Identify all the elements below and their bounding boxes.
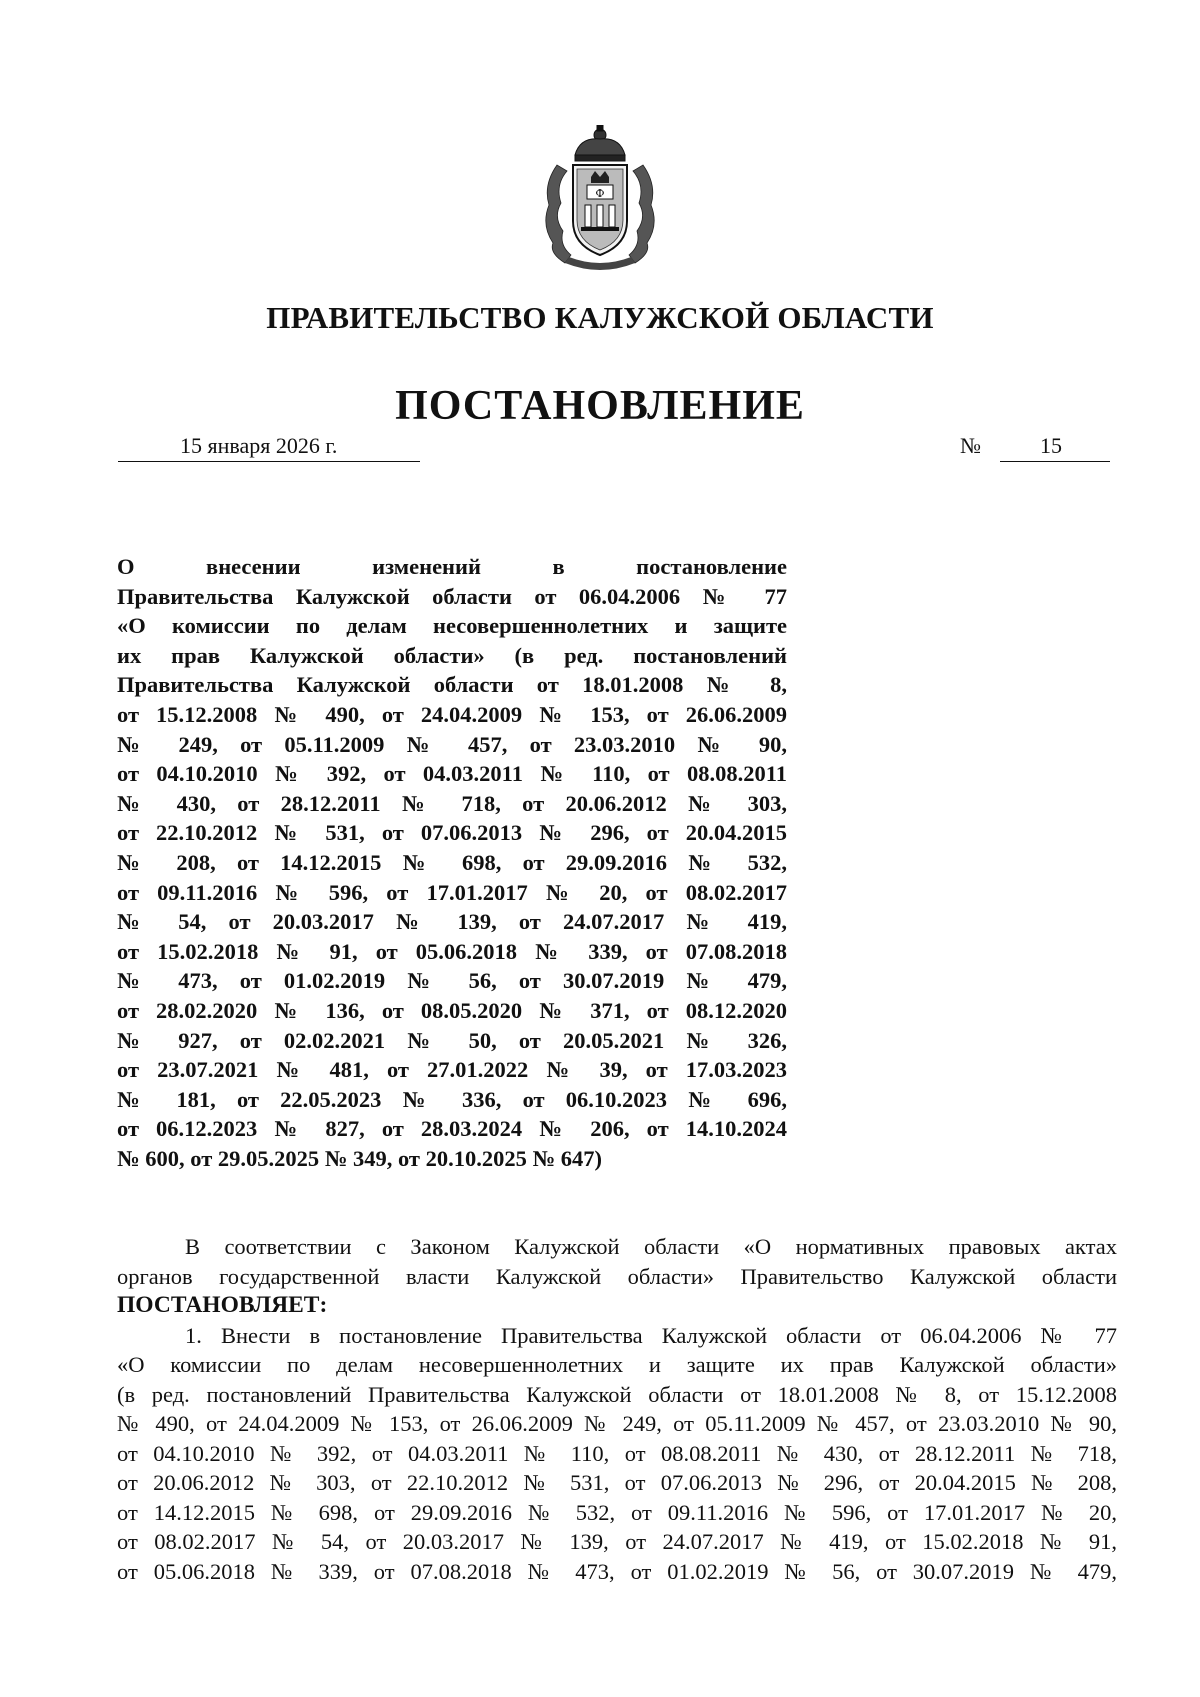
decree-word: ПОСТАНОВЛЯЕТ: xyxy=(117,1292,328,1318)
subject-line: от 09.11.2016 № 596, от 17.01.2017 № 20, от 08.02.2017 xyxy=(117,879,787,905)
subject-line: от 23.07.2021 № 481, от 27.01.2022 № 39, от 17.03.2023 xyxy=(117,1057,787,1083)
subject-line: от 15.12.2008 № 490, от 24.04.2009 № 153, от 26.06.2009 xyxy=(117,701,787,727)
item-1-line: от 20.06.2012 № 303, от 22.10.2012 № 531, от 07.06.2013 № 296, от 20.04.2015 № 208, xyxy=(117,1470,1117,1495)
svg-text:Ф: Ф xyxy=(595,187,605,200)
decree-body xyxy=(117,1232,1117,1586)
item-1-line: 1. Внести в постановление Правительства Калужской области от 06.04.2006 № 77 xyxy=(185,1322,1117,1348)
subject-line: № 54, от 20.03.2017 № 139, от 24.07.2017 № 419, xyxy=(117,909,787,935)
subject-line: «О комиссии по делам несовершеннолетних и защите xyxy=(117,613,787,639)
document-type-heading: ПОСТАНОВЛЕНИЕ xyxy=(395,383,805,429)
subject-line: от 28.02.2020 № 136, от 08.05.2020 № 371, от 08.12.2020 xyxy=(117,997,787,1023)
preamble-line: органов государственной власти Калужской области» Правительство Калужской области xyxy=(117,1263,1117,1289)
subject-line: О внесении изменений в постановление xyxy=(117,554,787,579)
subject-line: № 927, от 02.02.2021 № 50, от 20.05.2021 № 326, xyxy=(117,1027,787,1053)
item-1-line: от 14.12.2015 № 698, от 29.09.2016 № 532, от 09.11.2016 № 596, от 17.01.2017 № 20, xyxy=(117,1499,1117,1525)
document-date-text: 15 января 2026 г. xyxy=(180,433,338,458)
subject-line: их прав Калужской области» (в ред. постановлений xyxy=(117,642,787,668)
decree-subject xyxy=(117,552,787,1173)
item-1-line: от 08.02.2017 № 54, от 20.03.2017 № 139, от 24.07.2017 № 419, от 15.02.2018 № 91, xyxy=(117,1529,1117,1554)
kaluga-coat-of-arms-icon xyxy=(535,125,665,275)
subject-line: от 22.10.2012 № 531, от 07.06.2013 № 296, от 20.04.2015 xyxy=(117,820,787,846)
item-1-line: № 490, от 24.04.2009 № 153, от 26.06.2009 № 249, от 05.11.2009 № 457, от 23.03.2010 № 90, xyxy=(117,1411,1117,1436)
number-label: № xyxy=(960,433,981,458)
document-date xyxy=(118,431,420,462)
document-number xyxy=(960,431,1115,462)
item-1-line: (в ред. постановлений Правительства Калужской области от 18.01.2008 № 8, от 15.12.2008 xyxy=(117,1381,1117,1407)
number-value: 15 xyxy=(1000,431,1110,462)
item-1-line: от 05.06.2018 № 339, от 07.08.2018 № 473, от 01.02.2019 № 56, от 30.07.2019 № 479, xyxy=(117,1558,1117,1584)
subject-line: Правительства Калужской области от 06.04.2006 № 77 xyxy=(117,583,787,609)
subject-line: № 430, от 28.12.2011 № 718, от 20.06.2012 № 303, xyxy=(117,790,787,816)
subject-line: № 473, от 01.02.2019 № 56, от 30.07.2019 № 479, xyxy=(117,968,787,994)
government-title: ПРАВИТЕЛЬСТВО КАЛУЖСКОЙ ОБЛАСТИ xyxy=(266,300,934,335)
subject-line: № 600, от 29.05.2025 № 349, от 20.10.2025 № 647) xyxy=(117,1145,602,1171)
subject-line: № 208, от 14.12.2015 № 698, от 29.09.2016 № 532, xyxy=(117,849,787,875)
subject-line: от 06.12.2023 № 827, от 28.03.2024 № 206, от 14.10.2024 xyxy=(117,1116,787,1142)
subject-line: Правительства Калужской области от 18.01.2008 № 8, xyxy=(117,672,787,698)
subject-line: № 249, от 05.11.2009 № 457, от 23.03.2010 № 90, xyxy=(117,731,787,757)
subject-line: № 181, от 22.05.2023 № 336, от 06.10.2023 № 696, xyxy=(117,1086,787,1112)
item-1-line: «О комиссии по делам несовершеннолетних и защите их прав Калужской области» xyxy=(117,1352,1117,1377)
subject-line: от 15.02.2018 № 91, от 05.06.2018 № 339, от 07.08.2018 xyxy=(117,938,787,964)
subject-line: от 04.10.2010 № 392, от 04.03.2011 № 110, от 08.08.2011 xyxy=(117,761,787,787)
item-1-line: от 04.10.2010 № 392, от 04.03.2011 № 110, от 08.08.2011 № 430, от 28.12.2011 № 718, xyxy=(117,1440,1117,1466)
preamble-line: В соответствии с Законом Калужской области «О нормативных правовых актах xyxy=(185,1234,1117,1259)
